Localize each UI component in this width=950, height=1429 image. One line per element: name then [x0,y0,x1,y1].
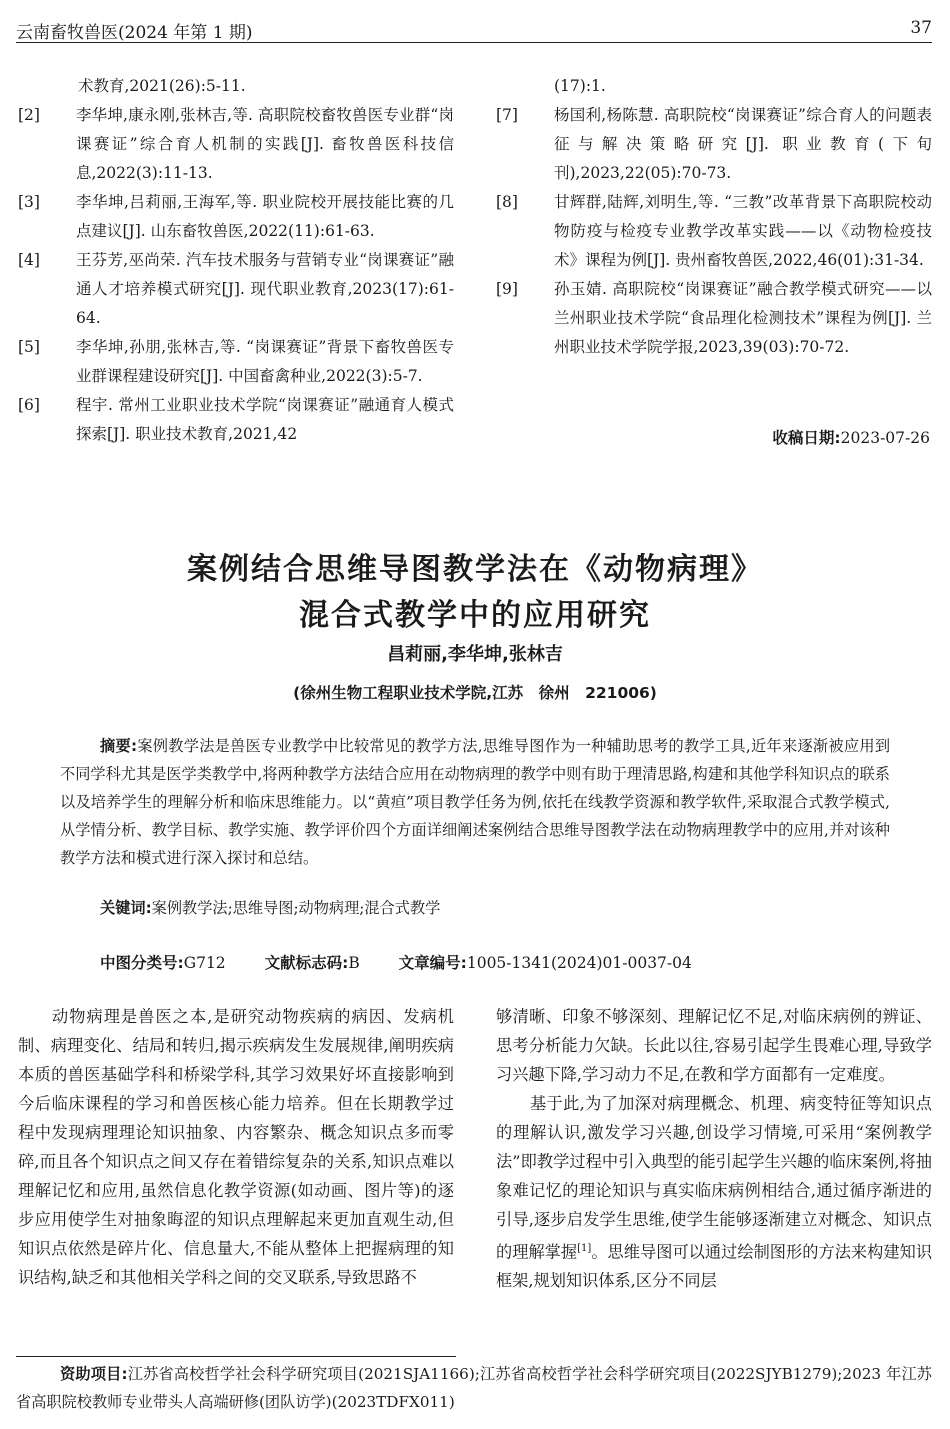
citation: [1] [577,1243,592,1254]
body-right-column [496,1002,932,1295]
reference-text: 李华坤,康永刚,张林吉,等. 高职院校畜牧兽医专业群“岗课赛证”综合育人机制的实践[J]. 畜牧兽医科技信息,2022(3):11-13. [76,106,454,182]
received-label: 收稿日期: [772,429,841,447]
reference-entry [18,72,454,101]
reference-text: (17):1. [554,77,606,95]
reference-number: [6] [18,396,40,414]
article-authors: 昌莉丽,李华坤,张林吉 [387,644,563,665]
reference-entry [18,391,454,449]
keywords-label: 关键词: [100,899,152,917]
reference-entry [18,246,454,333]
reference-text: 术教育,2021(26):5-11. [78,77,246,95]
reference-entry [496,101,932,188]
author-affiliation: (徐州生物工程职业技术学院,江苏 徐州 221006) [293,684,657,702]
reference-number: [3] [18,193,40,211]
article-title-line-1: 案例结合思维导图教学法在《动物病理》 [187,552,763,587]
funding-label: 资助项目: [60,1365,128,1383]
reference-entry [496,275,932,362]
reference-text: 杨国利,杨陈慧. 高职院校“岗课赛证”综合育人的问题表征与解决策略研究[J]. 职业教育(下旬刊),2023,22(05):70-73. [554,106,932,182]
article-number: 文章编号:1005-1341(2024)01-0037-04 [398,954,692,972]
reference-entry [18,333,454,391]
reference-number: [8] [496,193,518,211]
running-header [16,10,932,43]
reference-text: 程宇. 常州工业职业技术学院“岗课赛证”融通育人模式探索[J]. 职业技术教育,2021,42 [76,396,454,443]
footnote-divider [16,1356,456,1357]
reference-number: [2] [18,106,40,124]
abstract-label: 摘要: [100,737,138,755]
reference-number: [7] [496,106,518,124]
body-paragraph: 基于此,为了加深对病理概念、机理、病变特征等知识点的理解认识,激发学习兴趣,创设学习情境,可采用“案例教学法”即教学过程中引入典型的能引起学生兴趣的临床案例,将抽象难记忆的理论知识与真实临床病例相结合,通过循序渐进的引导,逐步启发学生思维,使学生能够逐渐建立对概念、知识点的理解掌握[1]。思维导图可以通过绘制图形的方法来构建知识框架,规划知识体系,区分不同层 [496,1094,933,1291]
body-paragraph: 够清晰、印象不够深刻、理解记忆不足,对临床病例的辨证、思考分析能力欠缺。长此以往,容易引起学生畏难心理,导致学习兴趣下降,学习动力不足,在教和学方面都有一定难度。 [496,1007,932,1084]
reference-text: 孙玉婧. 高职院校“岗课赛证”融合教学模式研究——以兰州职业技术学院“食品理化检测技术”课程为例[J]. 兰州职业技术学院学报,2023,39(03):70-72. [554,280,932,356]
funding-text: 江苏省高校哲学社会科学研究项目(2021SJA1166);江苏省高校哲学社会科学研究项目(2022SJYB1279);2023 年江苏省高职院校教师专业带头人高端研修(团队访学)(2023TDFX011) [16,1365,932,1411]
article-title-line-2: 混合式教学中的应用研究 [299,598,651,633]
reference-entry [18,101,454,188]
received-date [772,426,930,448]
keywords-text: 案例教学法;思维导图;动物病理;混合式教学 [151,899,441,917]
received-value: 2023-07-26 [840,429,930,447]
page-number: 37 [910,18,932,38]
reference-text: 李华坤,吕莉丽,王海军,等. 职业院校开展技能比赛的几点建议[J]. 山东畜牧兽医,2022(11):61-63. [76,193,454,240]
body-paragraph: 动物病理是兽医之本,是研究动物疾病的病因、发病机制、病理变化、结局和转归,揭示疾病发生发展规律,阐明疾病本质的兽医基础学科和桥梁学科,其学习效果好坏直接影响到今后临床课程的学习和兽医核心能力培养。但在长期教学过程中发现病理理论知识抽象、内容繁杂、概念知识点多而零碎,而且各个知识点之间又存在着错综复杂的关系,知识点难以理解记忆和应用,虽然信息化教学资源(如动画、图片等)的逐步应用使学生对抽象晦涩的知识点理解起来更加直观生动,但知识点依然是碎片化、信息量大,不能从整体上把握病理的知识结构,缺乏和其他相关学科之间的交叉联系,导致思路不 [18,1007,454,1287]
reference-number: [9] [496,280,518,298]
body-left-column [18,1002,454,1292]
reference-number: [5] [18,338,40,356]
reference-text: 王芬芳,巫尚荣. 汽车技术服务与营销专业“岗课赛证”融通人才培养模式研究[J]. 现代职业教育,2023(17):61-64. [76,251,454,327]
funding-footnote [16,1360,932,1416]
reference-number: [4] [18,251,40,269]
classification-line [100,951,726,973]
reference-entry [496,72,932,101]
abstract-text: 案例教学法是兽医专业教学中比较常见的教学方法,思维导图作为一种辅助思考的教学工具,近年来逐渐被应用到不同学科尤其是医学类教学中,将两种教学方法结合应用在动物病理的教学中则有助于理清思路,构建和其他学科知识点的联系以及培养学生的理解分析和临床思维能力。以“黄疸”项目教学任务为例,依托在线教学资源和教学软件,采取混合式教学模式,从学情分析、教学目标、教学实施、教学评价四个方面详细阐述案例结合思维导图教学法在动物病理教学中的应用,并对该种教学方法和模式进行深入探讨和总结。 [60,737,891,867]
document-code: 文献标志码:B [264,954,360,972]
reference-entry [18,188,454,246]
reference-text: 李华坤,孙朋,张林吉,等. “岗课赛证”背景下畜牧兽医专业群课程建设研究[J]. 中国畜禽种业,2022(3):5-7. [76,338,454,385]
references-right-column [496,72,932,362]
abstract [60,732,890,872]
clc-number: 中图分类号:G712 [100,954,226,972]
keywords [100,897,440,918]
reference-entry [496,188,932,275]
reference-text: 甘辉群,陆辉,刘明生,等. “三教”改革背景下高职院校动物防疫与检疫专业教学改革实践——以《动物检疫技术》课程为例[J]. 贵州畜牧兽医,2022,46(01):31-34. [554,193,932,269]
journal-name: 云南畜牧兽医(2024 年第 1 期) [16,23,253,43]
references-left-column [18,72,454,449]
